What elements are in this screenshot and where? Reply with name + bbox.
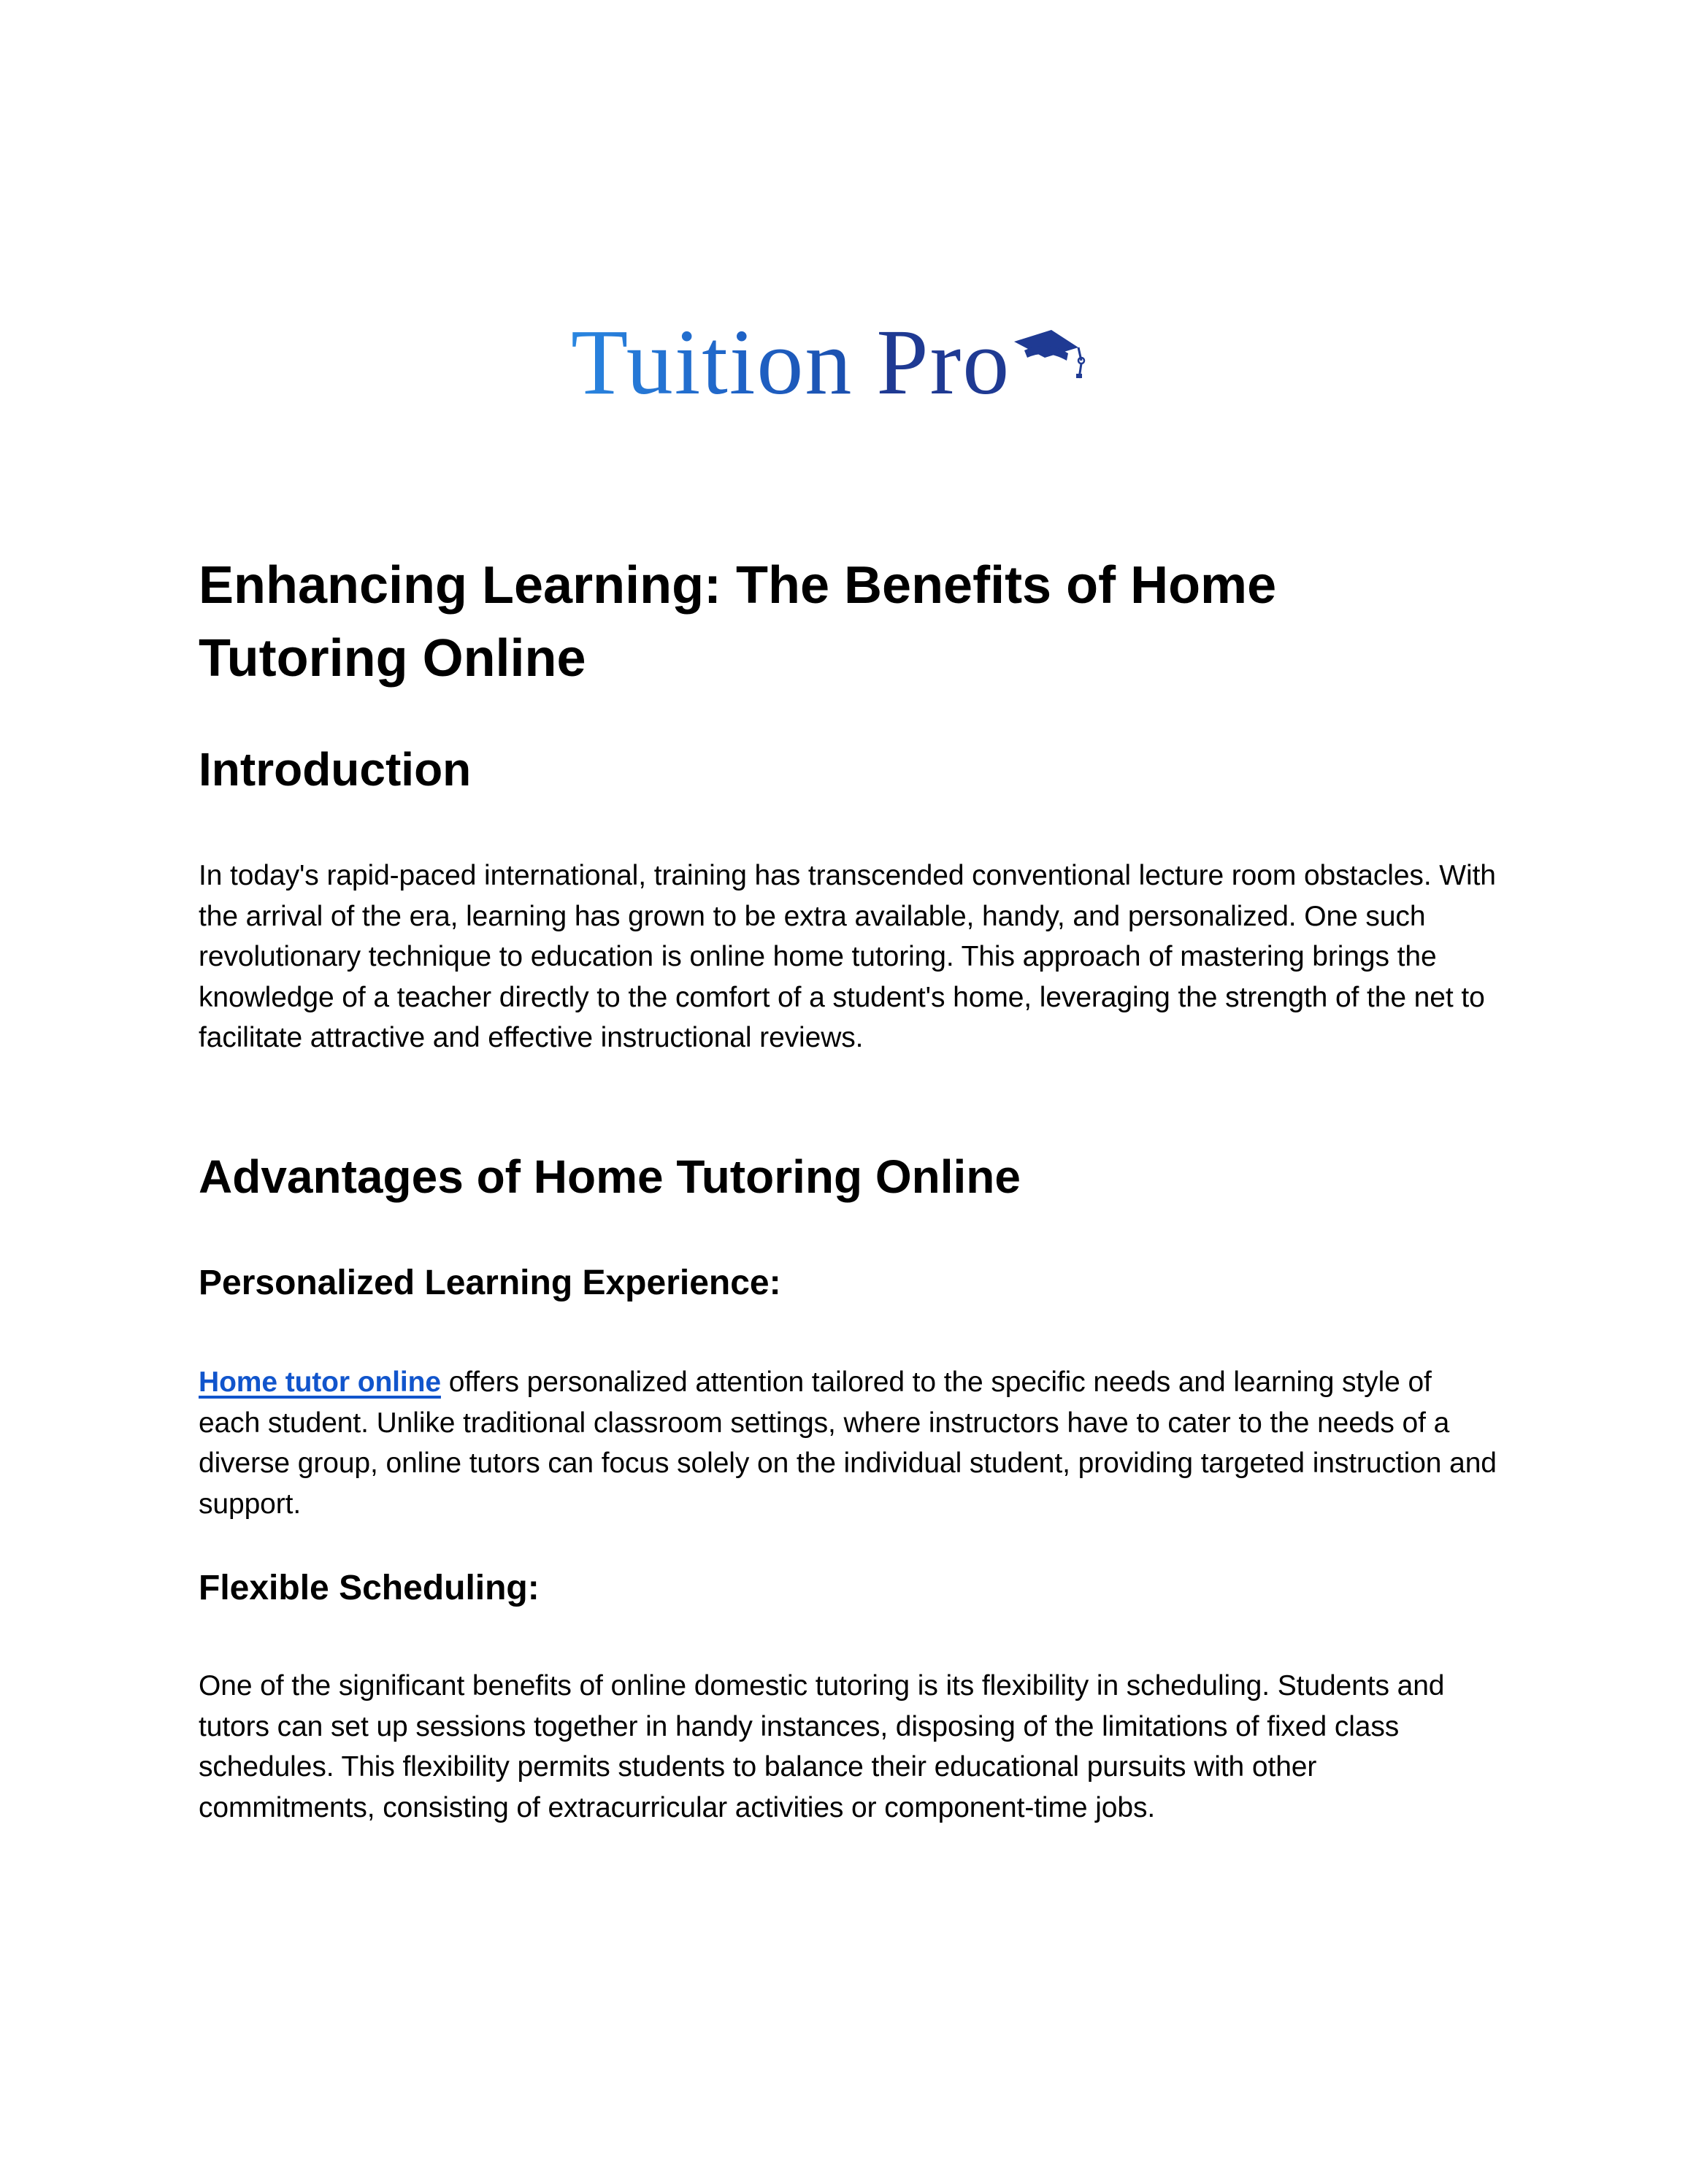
paragraph-introduction: In today's rapid-paced international, training has transcended conventional lecture room obstacles. With the arrival of the era, learning has grown to be extra available, handy, and personalized. One such revolutionary technique to education is online home tutoring. This approach of mastering brings the knowledge of a teacher directly to the comfort of a student's home, leveraging the strength of the net to facilitate attractive and effective instructional reviews. [199,860,1496,1053]
heading-flexible-scheduling: Flexible Scheduling: [199,1569,540,1607]
tuition-pro-logo [571,310,1011,414]
logo-word-tuition: Tuition [571,310,853,414]
heading-advantages: Advantages of Home Tutoring Online [199,1150,1021,1203]
heading-personalized-learning: Personalized Learning Experience: [199,1264,781,1302]
logo-word-pro: Pro [876,310,1011,414]
home-tutor-online-link[interactable]: Home tutor online [199,1366,441,1398]
paragraph-personalized-text: offers personalized attention tailored to the specific needs and learning style of each student. Unlike traditional classroom settings, where instructors have to cater to the needs of a diverse group, online tutors can focus solely on the individual student, providing targeted instruction and support. [199,1366,1497,1520]
paragraph-personalized-learning [199,1362,1498,1524]
graduation-cap-icon [1011,328,1088,383]
document-title: Enhancing Learning: The Benefits of Home Tutoring Online [199,556,1277,688]
heading-introduction: Introduction [199,743,472,796]
paragraph-flexible-scheduling: One of the significant benefits of online domestic tutoring is its flexibility in scheduling. Students and tutors can set up sessions together in handy instances, disposing of the limitations of fixed class schedules. This flexibility permits students to balance their educational pursuits with other commitments, consisting of extracurricular activities or component-time jobs. [199,1670,1445,1823]
